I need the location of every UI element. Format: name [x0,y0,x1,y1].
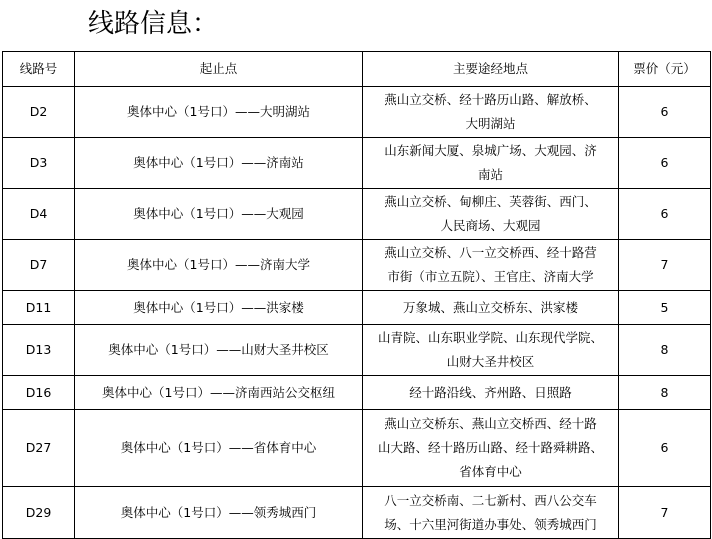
main-stops-line: 山大路、经十路历山路、经十路舜耕路、 [377,440,603,455]
route-number-cell: D16 [3,376,75,410]
main-stops-cell [363,138,619,189]
fare-cell: 6 [619,410,711,487]
main-stops-line: 市街（市立五院）、王官庄、济南大学 [387,269,594,284]
table-row [3,376,711,410]
main-stops-line: 燕山立交桥、甸柳庄、芙蓉街、西门、 [384,194,597,209]
route-table [2,51,711,539]
endpoints-cell: 奥体中心（1号口）——洪家楼 [75,291,363,325]
main-stops-line: 山东新闻大厦、泉城广场、大观园、济 [384,143,597,158]
main-stops-line: 经十路沿线、齐州路、日照路 [409,384,572,400]
main-stops-line: 万象城、燕山立交桥东、洪家楼 [402,299,578,315]
endpoints-cell: 奥体中心（1号口）——山财大圣井校区 [75,325,363,376]
main-stops-cell [363,487,619,539]
fare-cell: 6 [619,87,711,138]
route-number-cell: D27 [3,410,75,487]
fare-cell: 5 [619,291,711,325]
main-stops-line: 南站 [477,167,503,182]
main-stops-cell [363,325,619,376]
main-stops-line: 燕山立交桥、经十路历山路、解放桥、 [384,92,597,107]
table-row [3,325,711,376]
table-row [3,138,711,189]
main-stops-line: 场、十六里河街道办事处、领秀城西门 [384,516,597,532]
route-number-cell: D7 [3,240,75,291]
header-endpoints: 起止点 [75,52,363,87]
route-number-cell: D11 [3,291,75,325]
header-fare: 票价（元） [619,52,711,87]
endpoints-cell: 奥体中心（1号口）——大明湖站 [75,87,363,138]
route-number-cell: D4 [3,189,75,240]
main-stops-line: 燕山立交桥、八一立交桥西、经十路营 [384,245,597,260]
main-stops-cell [363,410,619,487]
main-stops-cell [363,291,619,325]
main-stops-line: 八一立交桥南、二七新村、西八公交车 [384,492,597,508]
fare-cell: 7 [619,240,711,291]
table-row [3,87,711,138]
fare-cell: 8 [619,325,711,376]
main-stops-line: 山财大圣井校区 [446,354,535,369]
table-header-row [3,52,711,87]
main-stops-line: 山青院、山东职业学院、山东现代学院、 [377,330,603,345]
route-number-cell: D3 [3,138,75,189]
route-number-cell: D2 [3,87,75,138]
fare-cell: 7 [619,487,711,539]
table-row [3,487,711,539]
table-row [3,240,711,291]
main-stops-line: 人民商场、大观园 [440,218,541,233]
main-stops-cell [363,87,619,138]
endpoints-cell: 奥体中心（1号口）——济南站 [75,138,363,189]
endpoints-cell: 奥体中心（1号口）——济南西站公交枢纽 [75,376,363,410]
main-stops-cell [363,189,619,240]
table-row [3,291,711,325]
endpoints-cell: 奥体中心（1号口）——省体育中心 [75,410,363,487]
main-stops-line: 省体育中心 [459,464,522,479]
fare-cell: 6 [619,189,711,240]
endpoints-cell: 奥体中心（1号口）——大观园 [75,189,363,240]
main-stops-line: 大明湖站 [465,116,516,131]
main-stops-cell [363,240,619,291]
endpoints-cell: 奥体中心（1号口）——领秀城西门 [75,487,363,539]
table-row [3,410,711,487]
page-title: 线路信息： [88,9,219,39]
header-main-stops: 主要途经地点 [363,52,619,87]
main-stops-cell [363,376,619,410]
header-route-number: 线路号 [3,52,75,87]
table-row [3,189,711,240]
fare-cell: 6 [619,138,711,189]
fare-cell: 8 [619,376,711,410]
endpoints-cell: 奥体中心（1号口）——济南大学 [75,240,363,291]
route-number-cell: D13 [3,325,75,376]
main-stops-line: 燕山立交桥东、燕山立交桥西、经十路 [384,416,597,431]
route-number-cell: D29 [3,487,75,539]
